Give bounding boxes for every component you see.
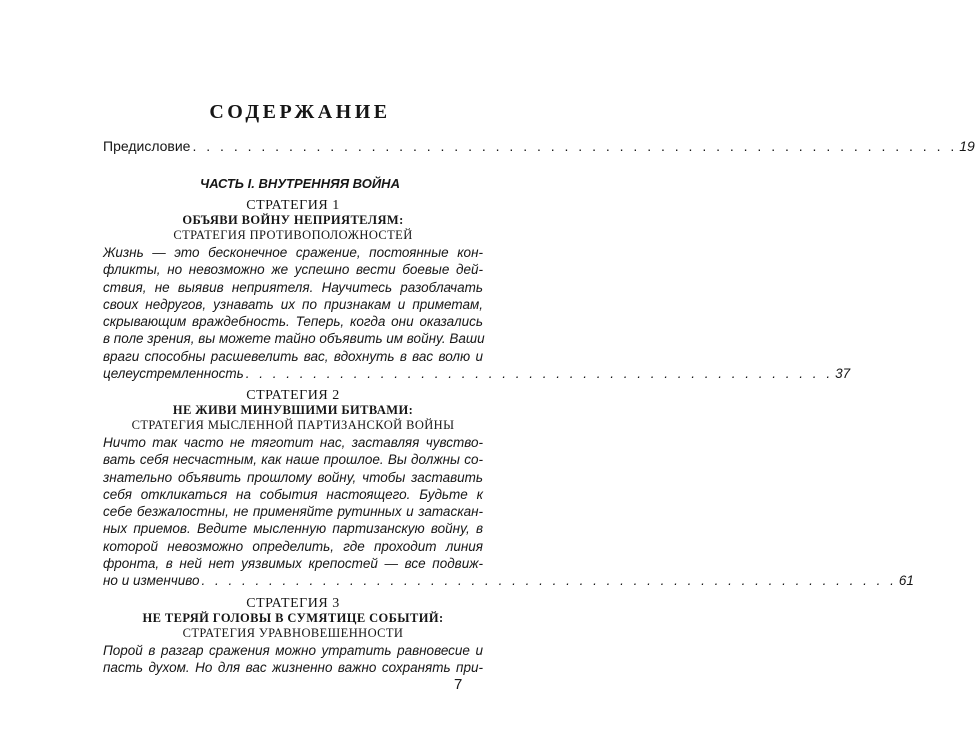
description-line: враги способны расшевелить вас, вдохнуть в вас волю и bbox=[103, 348, 483, 364]
strategy-name: НЕ ЖИВИ МИНУВШИМИ БИТВАМИ: bbox=[172, 403, 414, 417]
description-last-line bbox=[103, 572, 914, 589]
strategy-label: СТРАТЕГИЯ 2 bbox=[246, 388, 340, 403]
strategy-description bbox=[103, 434, 914, 590]
description-line: в поле зрения, вы можете тайно объявить им войну. Ваши bbox=[103, 331, 485, 347]
description-last-line bbox=[103, 365, 851, 382]
description-line: ствия, не выявив неприятеля. Научитесь разоблачать bbox=[103, 279, 483, 295]
description-line: Порой в разгар сражения можно утратить равновесие и bbox=[103, 643, 483, 658]
toc-strategy-1[interactable] bbox=[103, 198, 851, 382]
strategy-page: 37 bbox=[835, 366, 851, 382]
description-line: которой невозможно определить, где проходит линия bbox=[103, 538, 483, 554]
dot-leader: . . . . . . . . . . . . . . . . . . . . . . . . . . . . . . . . . . . . . . . . . . . . bbox=[245, 366, 834, 382]
description-line: фронта, в ней нет уязвимых крепостей — все подвиж- bbox=[103, 556, 483, 572]
strategy-name: ОБЪЯВИ ВОЙНУ НЕПРИЯТЕЛЯМ: bbox=[182, 213, 404, 227]
description-line: но и изменчиво bbox=[103, 573, 200, 589]
strategy-subtitle: СТРАТЕГИЯ МЫСЛЕННОЙ ПАРТИЗАНСКОЙ ВОЙНЫ bbox=[131, 418, 455, 432]
strategy-label: СТРАТЕГИЯ 3 bbox=[246, 596, 340, 611]
strategy-description bbox=[103, 244, 851, 382]
description-line: себя откликаться на события настоящего. Будьте к bbox=[103, 486, 483, 502]
page-number: 7 bbox=[454, 676, 463, 693]
description-line: скрывающим враждебность. Теперь, когда они оказались bbox=[103, 314, 483, 330]
toc-entry-page: 19 bbox=[959, 138, 975, 154]
toc-title: СОДЕРЖАНИЕ bbox=[209, 101, 391, 123]
description-line: себе безжалостны, не применяйте рутинных и затаскан- bbox=[103, 504, 483, 520]
strategy-label: СТРАТЕГИЯ 1 bbox=[246, 198, 340, 213]
toc-strategy-2[interactable] bbox=[103, 388, 914, 590]
strategy-subtitle: СТРАТЕГИЯ ПРОТИВОПОЛОЖНОСТЕЙ bbox=[173, 228, 413, 242]
description-line: ных приемов. Ведите мысленную партизанскую войну, в bbox=[103, 521, 483, 537]
description-line: пасть духом. Но для вас жизненно важно сохранять при- bbox=[103, 660, 483, 676]
description-line: целеустремленность bbox=[103, 366, 244, 382]
dot-leader: . . . . . . . . . . . . . . . . . . . . . . . . . . . . . . . . . . . . . . . . . . . . . . . . . . . . bbox=[201, 573, 897, 589]
strategy-page: 61 bbox=[898, 573, 914, 589]
toc-entry-label: Предисловие bbox=[103, 138, 191, 154]
description-line: знательно объявить прошлому войну, чтобы заставить bbox=[103, 469, 483, 485]
description-line: фликты, но невозможно же успешно вести боевые дей- bbox=[103, 262, 483, 278]
part-title: ЧАСТЬ I. ВНУТРЕННЯЯ ВОЙНА bbox=[200, 176, 400, 191]
strategy-name: НЕ ТЕРЯЙ ГОЛОВЫ В СУМЯТИЦЕ СОБЫТИЙ: bbox=[142, 611, 444, 625]
toc-entry-preface[interactable] bbox=[103, 138, 975, 154]
strategy-subtitle: СТРАТЕГИЯ УРАВНОВЕШЕННОСТИ bbox=[182, 626, 404, 640]
toc-strategy-3[interactable] bbox=[103, 596, 483, 677]
description-line: вать себя несчастным, как наше прошлое. Вы должны со- bbox=[103, 452, 483, 468]
description-line: Ничто так часто не тяготит нас, заставляя чувство- bbox=[103, 435, 483, 450]
description-line: своих недругов, узнавать их по признакам и приметам, bbox=[103, 296, 483, 312]
dot-leader: . . . . . . . . . . . . . . . . . . . . . . . . . . . . . . . . . . . . . . . . . . . . . . . . . . . . . . . . bbox=[192, 138, 958, 154]
description-line: Жизнь — это бесконечное сражение, постоянные кон- bbox=[103, 245, 483, 260]
strategy-description bbox=[103, 642, 483, 677]
